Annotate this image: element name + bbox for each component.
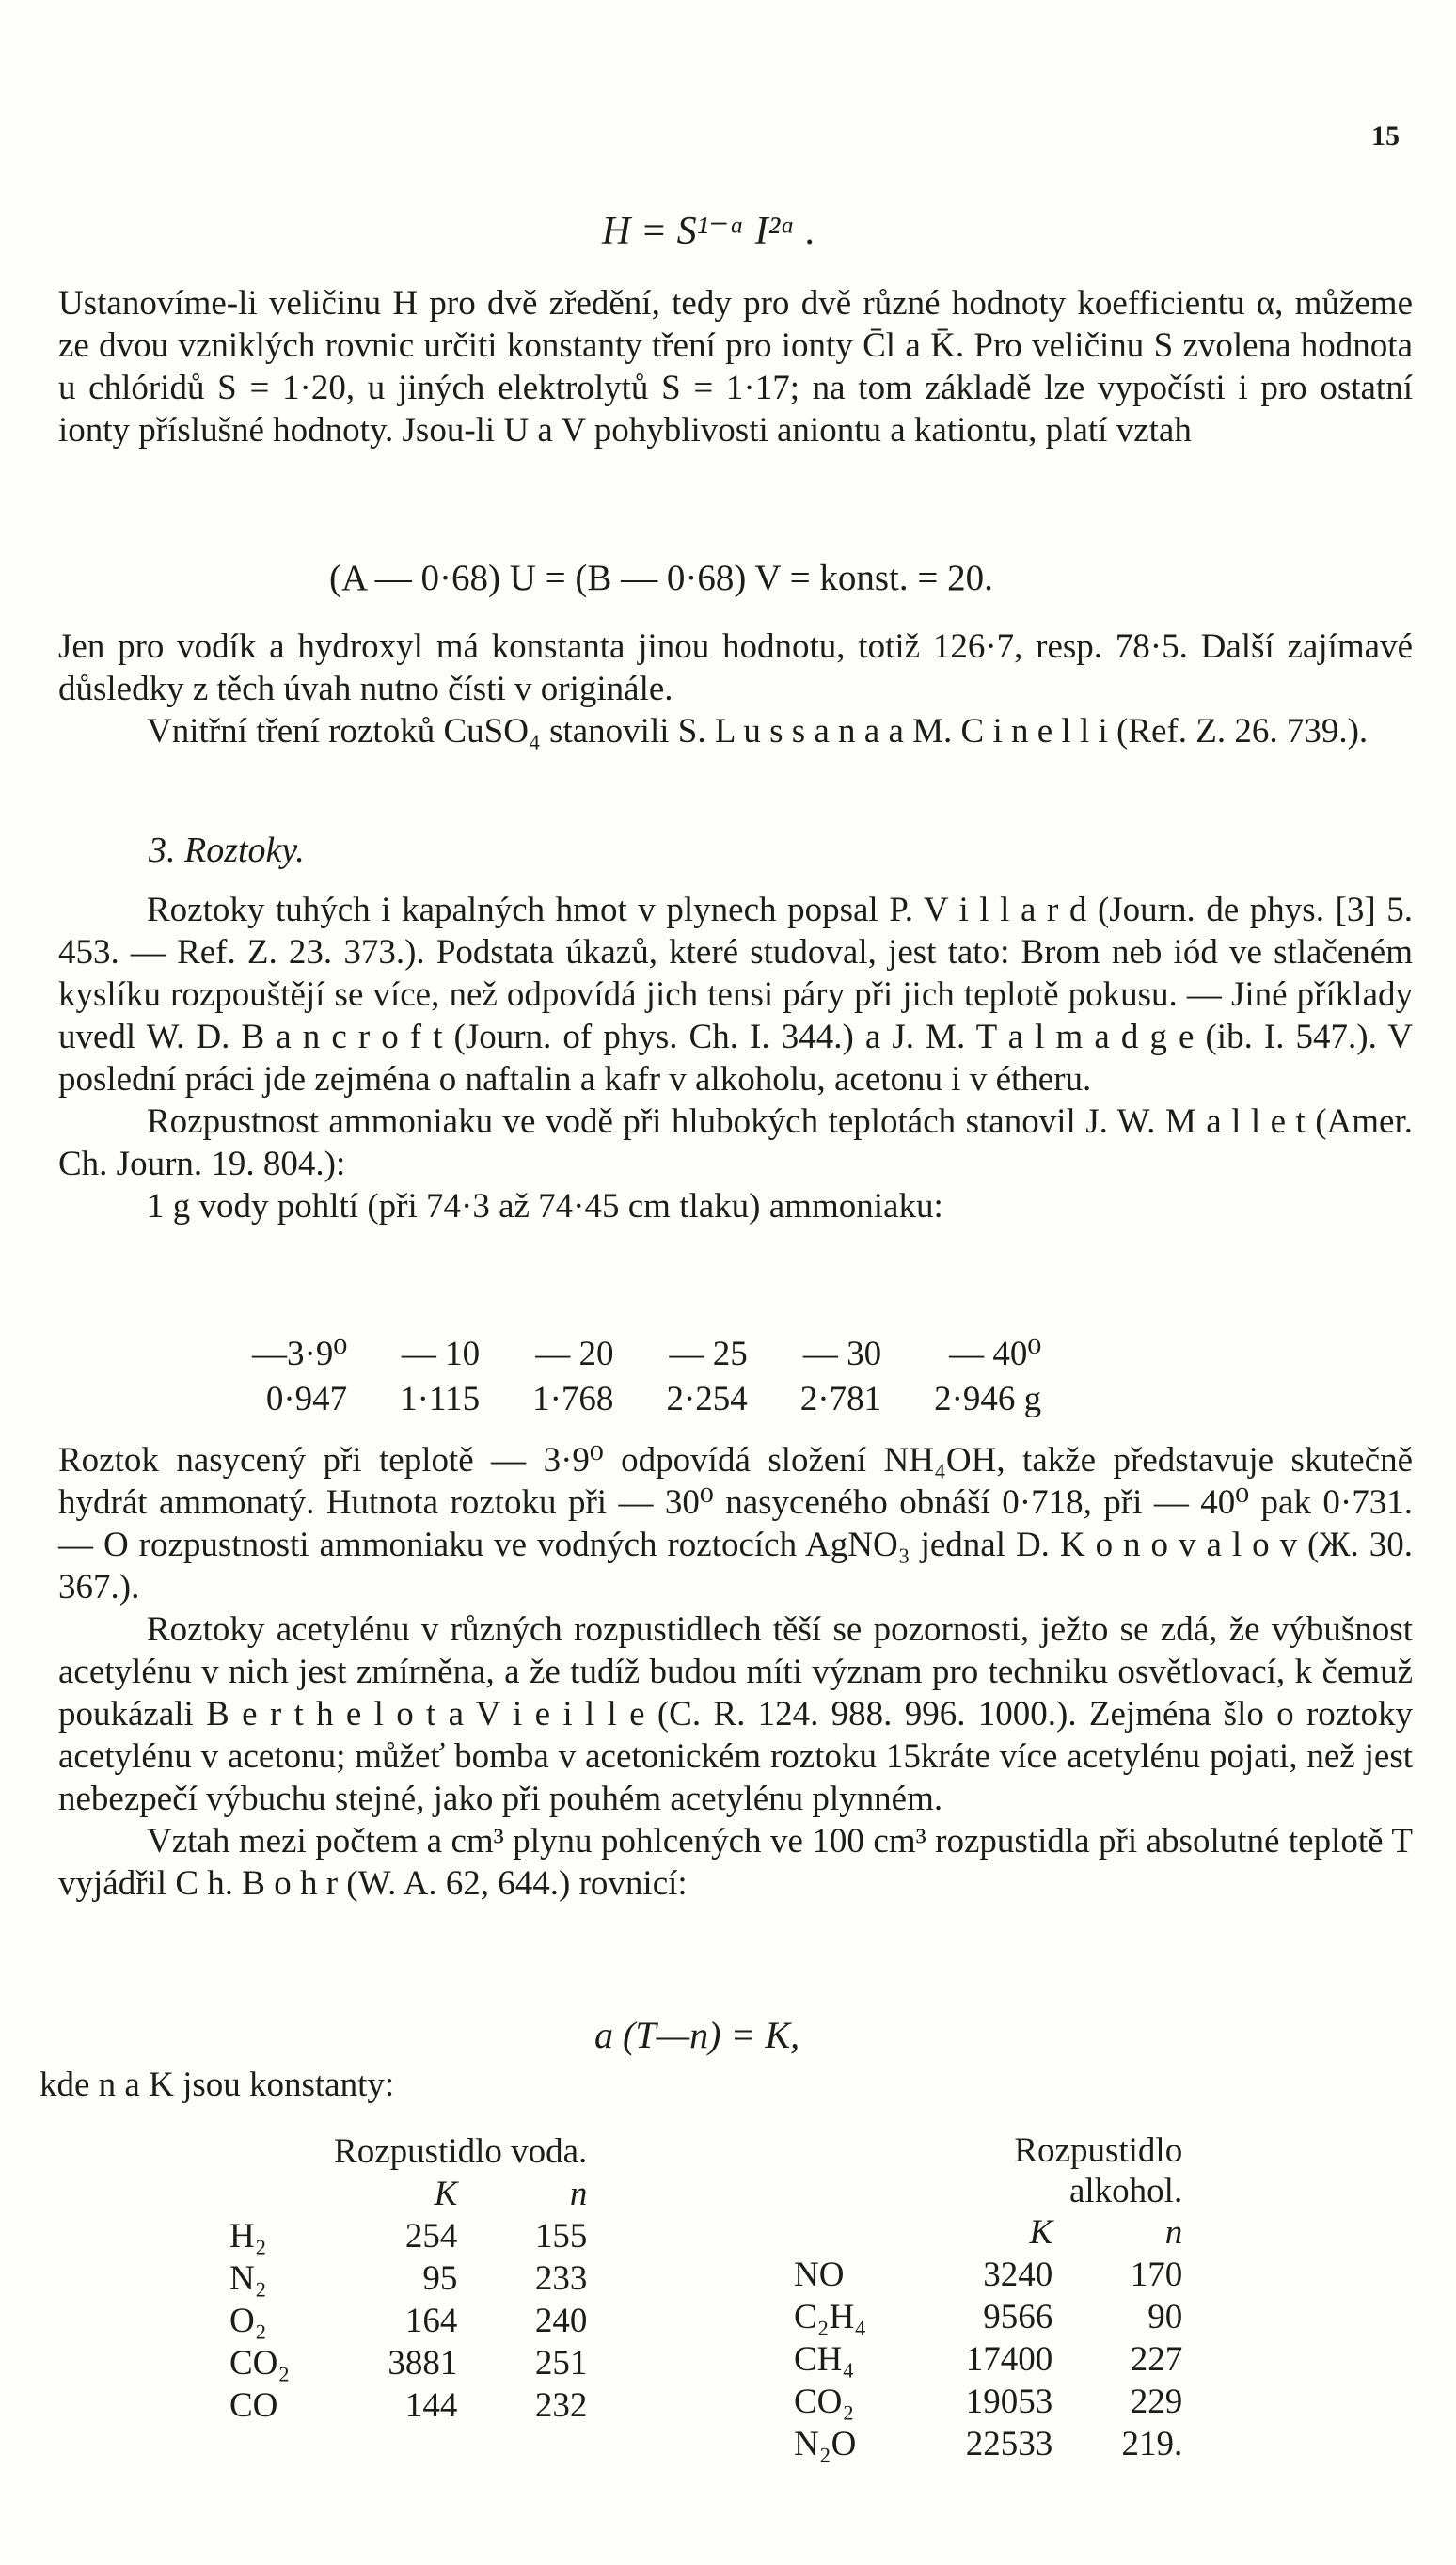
- gas-cell: CO₂: [229, 2344, 291, 2383]
- alcohol-title-row: [781, 2130, 1195, 2211]
- k-cell: 9566: [983, 2298, 1053, 2336]
- n-cell: 233: [534, 2259, 588, 2298]
- paragraph-3-text: Vnitřní tření roztoků CuSO₄ stanovili S. L u s s a n a a M. C i n e l l i (Ref. Z. 26. 739.).: [147, 712, 1369, 751]
- paragraph-4-text: Roztoky tuhých i kapalných hmot v plynech popsal P. V i l l a r d (Journ. de phys. [3] 5. 453. — Ref. Z. 23. 373.). Podstata úkazů, které studoval, jest tato: Brom neb iód ve stlačeném kyslíku rozpouštějí se více, než odpovídá jich tensi páry při jich teplotě pokusu. — Jiné příklady uvedl W. D. B a n c r o f t (Journ. of phys. Ch. I. 344.) a J. M. T a l m a d g e (ib. I. 547.). V poslední práci jde zejména o naftalin a kafr v alkoholu, acetonu i v étheru.: [58, 891, 1413, 1099]
- n-cell: 155: [534, 2217, 588, 2256]
- n-cell: 90: [1147, 2298, 1183, 2336]
- section-title: 3. Roztoky.: [149, 831, 305, 870]
- water-row: [216, 2300, 600, 2342]
- water-col-n: n: [569, 2175, 588, 2213]
- temperature-row: [226, 1331, 1068, 1376]
- value-cell: 1·115: [400, 1379, 481, 1418]
- k-cell: 164: [404, 2302, 458, 2340]
- equation-bohr: a (T—n) = K,: [594, 2014, 800, 2056]
- k-cell: 19053: [965, 2383, 1053, 2421]
- value-cell: 1·768: [532, 1379, 614, 1418]
- water-table: [216, 2130, 600, 2427]
- temp-cell: —3·9⁰: [252, 1335, 348, 1373]
- alcohol-row: [781, 2254, 1195, 2296]
- n-cell: 240: [534, 2302, 588, 2340]
- paragraph-5-text: Rozpustnost ammoniaku ve vodě při hlubokých teplotách stanovil J. W. M a l l e t (Amer. Ch. Journ. 19. 804.):: [58, 1102, 1413, 1183]
- paragraph-9-text: Vztah mezi počtem a cm³ plynu pohlcených ve 100 cm³ rozpustidla při absolutné teplotě T vyjádřil C h. B o h r (W. A. 62, 644.) rovnicí:: [58, 1822, 1413, 1903]
- gas-cell: O₂: [229, 2302, 267, 2340]
- alcohol-row: [781, 2296, 1195, 2338]
- gas-cell: CH₄: [794, 2340, 855, 2379]
- alcohol-title: Rozpustidlo alkohol.: [1014, 2131, 1183, 2210]
- n-cell: 170: [1130, 2256, 1183, 2294]
- alcohol-row: [781, 2423, 1195, 2465]
- n-cell: 232: [534, 2386, 588, 2425]
- paragraph-7: [58, 1439, 1413, 1905]
- gas-cell: N₂: [229, 2259, 267, 2298]
- equation-h: H = S¹⁻ᵅ I²ᵅ .: [602, 210, 815, 253]
- temperature-table: [226, 1331, 1068, 1421]
- alcohol-table: [781, 2130, 1195, 2465]
- gas-cell: CO₂: [794, 2383, 855, 2421]
- water-row: [216, 2384, 600, 2427]
- water-row: [216, 2257, 600, 2300]
- paragraph-8-text: Roztoky acetylénu v různých rozpustidlech těší se pozornosti, ježto se zdá, že výbušnost acetylénu v nich jest zmírněna, a že tudíž budou míti význam pro techniku osvětlovací, k čemuž poukázali B e r t h e l o t a V i e i l l e (C. R. 124. 988. 996. 1000.). Zejména šlo o roztoky acetylénu v acetonu; můžeť bomba v acetonickém roztoku 15kráte více acetylénu pojati, než jest nebezpečí výbuchu stejné, jako při pouhém acetylénu plynném.: [58, 1610, 1413, 1818]
- n-cell: 227: [1130, 2340, 1183, 2379]
- water-row: [216, 2342, 600, 2384]
- k-cell: 17400: [965, 2340, 1053, 2379]
- value-cell: 2·781: [799, 1379, 882, 1418]
- gas-cell: C₂H₄: [794, 2298, 867, 2336]
- alcohol-row: [781, 2381, 1195, 2423]
- gas-cell: N₂O: [794, 2425, 857, 2463]
- water-title-row: [216, 2130, 600, 2173]
- alcohol-row: [781, 2338, 1195, 2381]
- k-cell: 95: [422, 2259, 458, 2298]
- n-cell: 219.: [1121, 2425, 1183, 2463]
- gas-cell: H₂: [229, 2217, 267, 2256]
- n-cell: 229: [1130, 2383, 1183, 2421]
- alcohol-header-row: [781, 2211, 1195, 2254]
- temp-cell: — 25: [669, 1334, 748, 1373]
- temp-cell: — 40⁰: [949, 1335, 1042, 1373]
- water-header-row: [216, 2173, 600, 2215]
- k-cell: 144: [404, 2386, 458, 2425]
- water-col-k: K: [434, 2175, 458, 2213]
- value-cell: 2·254: [666, 1379, 748, 1418]
- gas-cell: NO: [794, 2256, 845, 2294]
- paragraph-4: [58, 889, 1413, 1227]
- alcohol-col-k: K: [1029, 2213, 1053, 2252]
- water-title: Rozpustidlo voda.: [334, 2132, 588, 2171]
- temp-cell: — 10: [401, 1334, 481, 1373]
- paragraph-10-text: kde n a K jsou konstanty:: [40, 2066, 395, 2104]
- gas-cell: CO: [229, 2386, 278, 2425]
- k-cell: 3881: [388, 2344, 458, 2383]
- k-cell: 22533: [965, 2425, 1053, 2463]
- k-cell: 254: [404, 2217, 458, 2256]
- paragraph-7-text: Roztok nasycený při teplotě — 3·9⁰ odpovídá složení NH₄OH, takže představuje skutečně hydrát ammonatý. Hutnota roztoku při — 30⁰ nasyceného obnáší 0·718, při — 40⁰ pak 0·731. — O rozpustnosti ammoniaku ve vodných roztocích AgNO₃ jednal D. K o n o v a l o v (Ж. 30. 367.).: [58, 1441, 1413, 1607]
- n-cell: 251: [534, 2344, 588, 2383]
- equation-konst: (A — 0·68) U = (B — 0·68) V = konst. = 20.: [329, 558, 993, 598]
- paragraph-2-text: Jen pro vodík a hydroxyl má konstanta jinou hodnotu, totiž 126·7, resp. 78·5. Další zajímavé důsledky z těch úvah nutno čísti v originále.: [58, 627, 1413, 708]
- paragraph-1-text: Ustanovíme-li veličinu H pro dvě zředění, tedy pro dvě různé hodnoty koefficientu α, můžeme ze dvou vzniklých rovnic určiti konstanty tření pro ionty C̄l a K̄. Pro veličinu S zvolena hodnota u chlóridů S = 1·20, u jiných elektrolytů S = 1·17; na tom základě lze vypočísti i pro ostatní ionty příslušné hodnoty. Jsou-li U a V pohyblivosti aniontu a kationtu, platí vztah: [58, 284, 1413, 450]
- paragraph-2: [58, 625, 1413, 752]
- value-cell: 0·947: [265, 1379, 348, 1418]
- paragraph-1: [58, 282, 1413, 451]
- alcohol-col-n: n: [1164, 2213, 1183, 2252]
- water-row: [216, 2215, 600, 2257]
- temp-cell: — 30: [802, 1334, 882, 1373]
- temp-cell: — 20: [535, 1334, 614, 1373]
- value-row: [226, 1376, 1068, 1421]
- page-number: 15: [1371, 120, 1400, 151]
- k-cell: 3240: [983, 2256, 1053, 2294]
- value-cell: 2·946 g: [934, 1379, 1042, 1418]
- paragraph-6-text: 1 g vody pohltí (při 74·3 až 74·45 cm tlaku) ammoniaku:: [147, 1187, 943, 1226]
